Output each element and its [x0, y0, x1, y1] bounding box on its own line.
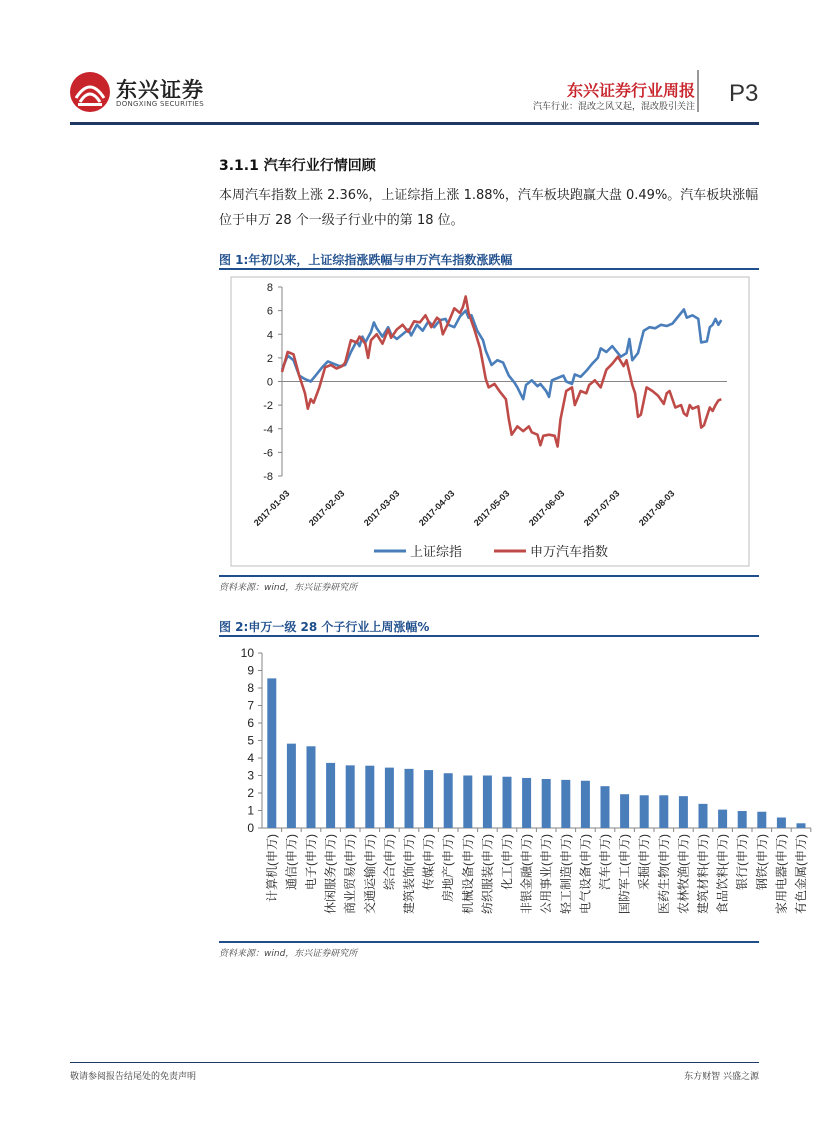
- y-tick-label: 9: [247, 663, 254, 678]
- category-label: 纺织服装(申万): [480, 834, 495, 914]
- x-tick-label: 2017-07-03: [581, 488, 622, 528]
- y-tick-label: 8: [247, 681, 254, 695]
- bar: [522, 778, 531, 828]
- footer-slogan: 东方财智 兴盛之源: [684, 1072, 759, 1082]
- y-tick-label: 8: [266, 282, 273, 294]
- bar: [307, 746, 316, 828]
- figure1-title: 图 1:年初以来，上证综指涨跌幅与申万汽车指数涨跌幅: [219, 253, 513, 267]
- y-tick-label: 4: [266, 329, 273, 342]
- x-tick-label: 2017-05-03: [471, 488, 512, 528]
- series-line: [282, 297, 721, 447]
- bar: [738, 811, 747, 828]
- figure2-chart: [219, 638, 827, 940]
- bar: [699, 804, 708, 828]
- bar: [287, 744, 296, 828]
- bar: [777, 818, 786, 829]
- figure2-top-rule: [219, 635, 759, 637]
- bar: [503, 777, 512, 828]
- bar: [326, 763, 335, 828]
- bar: [542, 779, 551, 828]
- bar: [797, 823, 806, 828]
- category-label: 轻工制造(申万): [558, 834, 573, 914]
- y-tick-label: 7: [247, 698, 254, 713]
- category-label: 商业贸易(申万): [343, 834, 358, 914]
- legend-label: 申万汽车指数: [530, 544, 609, 559]
- bar: [365, 766, 374, 828]
- x-tick-label: 2017-04-03: [416, 488, 457, 528]
- bar: [267, 678, 276, 828]
- category-label: 通信(申万): [284, 834, 299, 890]
- category-label: 建筑装饰(申万): [402, 834, 416, 914]
- category-label: 家用电器(申万): [774, 834, 789, 914]
- logo-english-name: DONGXING SECURITIES: [116, 100, 205, 108]
- bar: [385, 768, 394, 828]
- logo-mark-icon: [70, 72, 110, 112]
- category-label: 建筑材料(申万): [696, 834, 710, 914]
- bar: [718, 810, 727, 828]
- footer-disclaimer: 敬请参阅报告结尾处的免责声明: [70, 1072, 197, 1082]
- y-tick-label: 6: [247, 716, 254, 730]
- bar: [405, 769, 414, 828]
- bar: [463, 776, 472, 829]
- figure2-title: 图 2:申万一级 28 个子行业上周涨幅%: [219, 620, 430, 634]
- category-label: 钢铁(申万): [754, 834, 769, 890]
- company-logo-icon: [70, 72, 110, 112]
- category-label: 交通运输(申万): [362, 834, 377, 914]
- category-label: 食品饮料(申万): [715, 834, 730, 914]
- header-divider: [697, 70, 699, 112]
- y-tick-label: 4: [247, 751, 254, 765]
- bar: [424, 770, 433, 828]
- bar: [581, 781, 590, 828]
- category-label: 公用事业(申万): [539, 834, 554, 914]
- line-chart: [219, 271, 759, 574]
- y-tick-label: 5: [247, 733, 254, 748]
- bar: [346, 765, 355, 828]
- bar: [640, 795, 649, 828]
- logo-name: 东兴证券: [116, 78, 204, 102]
- y-tick-label: 2: [247, 786, 254, 800]
- page-number: P3: [729, 80, 759, 107]
- x-tick-label: 2017-01-03: [251, 488, 292, 528]
- y-tick-label: -8: [263, 471, 273, 483]
- y-tick-label: -2: [263, 400, 273, 413]
- x-tick-label: 2017-06-03: [526, 488, 567, 528]
- bar: [444, 773, 453, 828]
- legend-label: 上证综指: [410, 544, 463, 559]
- x-tick-label: 2017-03-03: [361, 488, 402, 528]
- y-tick-label: 1: [247, 803, 254, 818]
- category-label: 综合(申万): [382, 834, 397, 890]
- bar: [659, 795, 668, 828]
- y-tick-label: 6: [266, 305, 273, 318]
- bar: [601, 786, 610, 828]
- figure1-source: 资料来源：wind，东兴证券研究所: [219, 583, 358, 593]
- section-title: 3.1.1 汽车行业行情回顾: [219, 158, 376, 174]
- category-label: 机械设备(申万): [460, 834, 475, 914]
- category-label: 房地产(申万): [441, 834, 456, 902]
- category-label: 传媒(申万): [421, 834, 436, 890]
- category-label: 汽车(申万): [598, 834, 612, 890]
- y-tick-label: -4: [263, 423, 273, 436]
- x-tick-label: 2017-08-03: [636, 488, 677, 528]
- bar: [561, 780, 570, 828]
- category-label: 有色金属(申万): [794, 834, 808, 914]
- x-tick-label: 2017-02-03: [306, 488, 347, 528]
- y-tick-label: 2: [266, 352, 273, 365]
- category-label: 休闲服务(申万): [323, 834, 338, 914]
- category-label: 农林牧渔(申万): [676, 834, 691, 914]
- figure1-top-rule: [219, 268, 759, 270]
- category-label: 非银金融(申万): [519, 834, 534, 914]
- y-tick-label: 10: [240, 646, 254, 660]
- report-subtitle: 汽车行业：混改之风又起，混改股引关注: [532, 102, 695, 112]
- y-tick-label: -6: [263, 447, 273, 460]
- bar: [757, 812, 766, 828]
- category-label: 化工(申万): [500, 834, 514, 890]
- section-paragraph: 本周汽车指数上涨 2.36%，上证综指上涨 1.88%，汽车板块跑赢大盘 0.49%。汽车板块涨幅位于申万 28 个一级子行业中的第 18 位。: [219, 188, 759, 228]
- category-label: 电气设备(申万): [578, 834, 593, 914]
- figure1-bottom-rule: [219, 575, 759, 577]
- bar: [620, 794, 629, 828]
- header-rule: [70, 122, 759, 125]
- y-tick-label: 3: [247, 768, 254, 783]
- report-title: 东兴证券行业周报: [566, 81, 695, 100]
- category-label: 银行(申万): [735, 834, 750, 890]
- y-tick-label: 0: [247, 821, 254, 835]
- figure1-chart: [219, 271, 759, 574]
- figure2-bottom-rule: [219, 941, 759, 943]
- y-tick-label: 0: [266, 376, 273, 389]
- bar: [483, 776, 492, 829]
- category-label: 医药生物(申万): [656, 834, 671, 914]
- figure2-source: 资料来源：wind，东兴证券研究所: [219, 949, 358, 959]
- category-label: 采掘(申万): [637, 834, 652, 890]
- category-label: 电子(申万): [304, 834, 318, 890]
- category-label: 计算机(申万): [264, 834, 279, 902]
- category-label: 国防军工(申万): [617, 834, 632, 914]
- bar: [679, 796, 688, 828]
- footer-rule: [70, 1062, 759, 1063]
- bar-chart: [219, 638, 827, 940]
